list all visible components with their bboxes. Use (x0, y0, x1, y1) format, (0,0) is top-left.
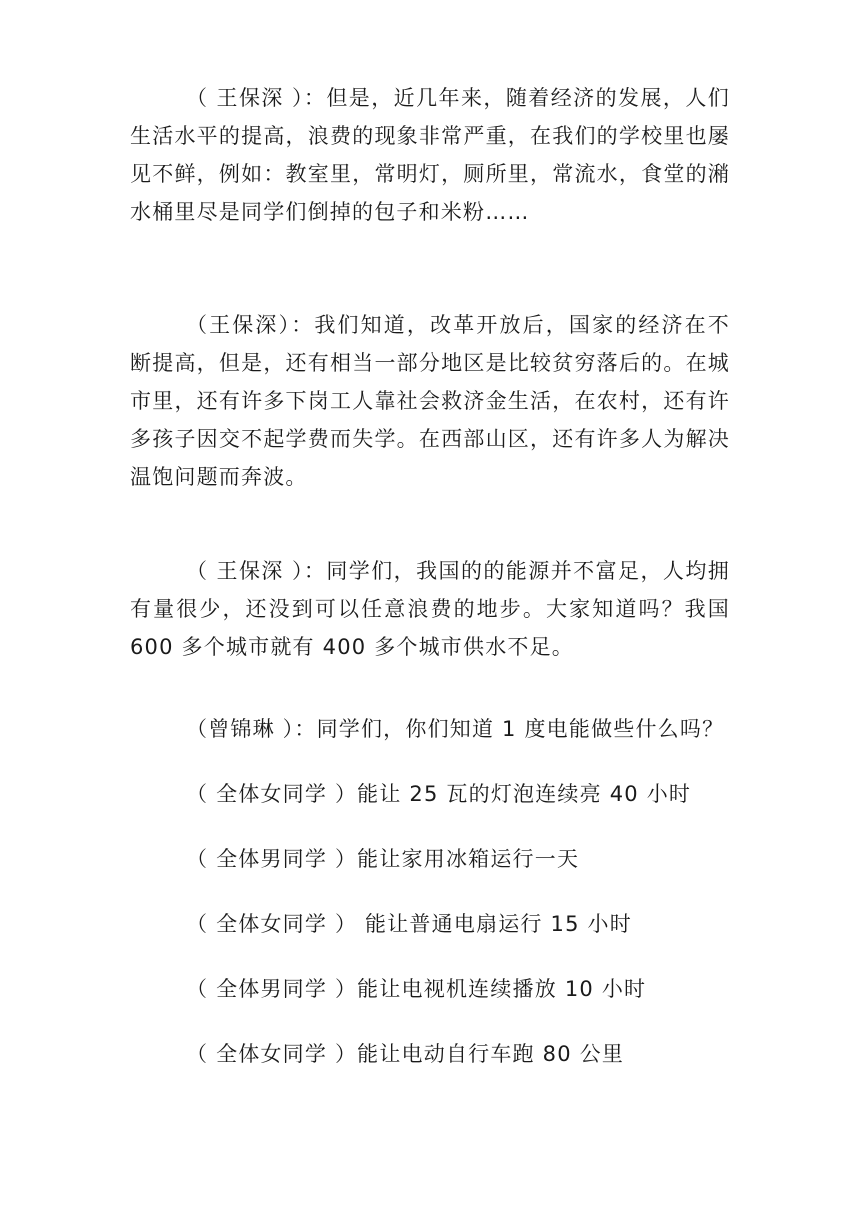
speech-text: ：同学们，我国的的能源并不富足，人均拥有量很少，还没到可以任意浪费的地步。大家知道吗？我国 600 多个城市就有 400 多个城市供水不足。 (130, 559, 730, 659)
dialogue-line (186, 909, 632, 939)
dialogue-line (186, 974, 646, 1004)
dialogue-line (186, 844, 579, 874)
speaker-name: （ 王保深 ） (186, 559, 304, 583)
speech-text: ：同学们，你们知道 1 度电能做些什么吗？ (294, 717, 725, 741)
dialogue-line (186, 1039, 624, 1069)
speaker-name: （ 全体男同学 ） (186, 847, 358, 871)
speech-text: 能让电视机连续播放 10 小时 (357, 977, 647, 1001)
dialogue-paragraph (130, 552, 730, 666)
speaker-name: （ 全体女同学 ） (186, 912, 358, 936)
speech-text: 能让电动自行车跑 80 公里 (357, 1042, 625, 1066)
speaker-name: （王保深） (186, 313, 292, 337)
dialogue-line (186, 714, 724, 744)
speech-text: 能让普通电扇运行 15 小时 (357, 912, 632, 936)
speech-text: 能让家用冰箱运行一天 (357, 847, 580, 871)
speech-text: ：但是，近几年来，随着经济的发展，人们生活水平的提高，浪费的现象非常严重，在我们的学校里也屡见不鲜，例如：教室里，常明灯，厕所里，常流水，食堂的潲水桶里尽是同学们倒掉的包子和米粉…… (130, 86, 730, 224)
speaker-name: （ 全体女同学 ） (186, 1042, 358, 1066)
dialogue-paragraph (130, 306, 730, 496)
speaker-name: （曾锦琳 ） (186, 717, 295, 741)
speaker-name: （ 王保深 ） (186, 86, 304, 110)
dialogue-paragraph (130, 79, 730, 231)
speech-text: ：我们知道，改革开放后，国家的经济在不断提高，但是，还有相当一部分地区是比较贫穷落后的。在城市里，还有许多下岗工人靠社会救济金生活，在农村，还有许多孩子因交不起学费而失学。在西部山区，还有许多人为解决温饱问题而奔波。 (130, 313, 730, 489)
speech-text: 能让 25 瓦的灯泡连续亮 40 小时 (357, 782, 692, 806)
speaker-name: （ 全体男同学 ） (186, 977, 358, 1001)
speaker-name: （ 全体女同学 ） (186, 782, 358, 806)
dialogue-line (186, 779, 691, 809)
